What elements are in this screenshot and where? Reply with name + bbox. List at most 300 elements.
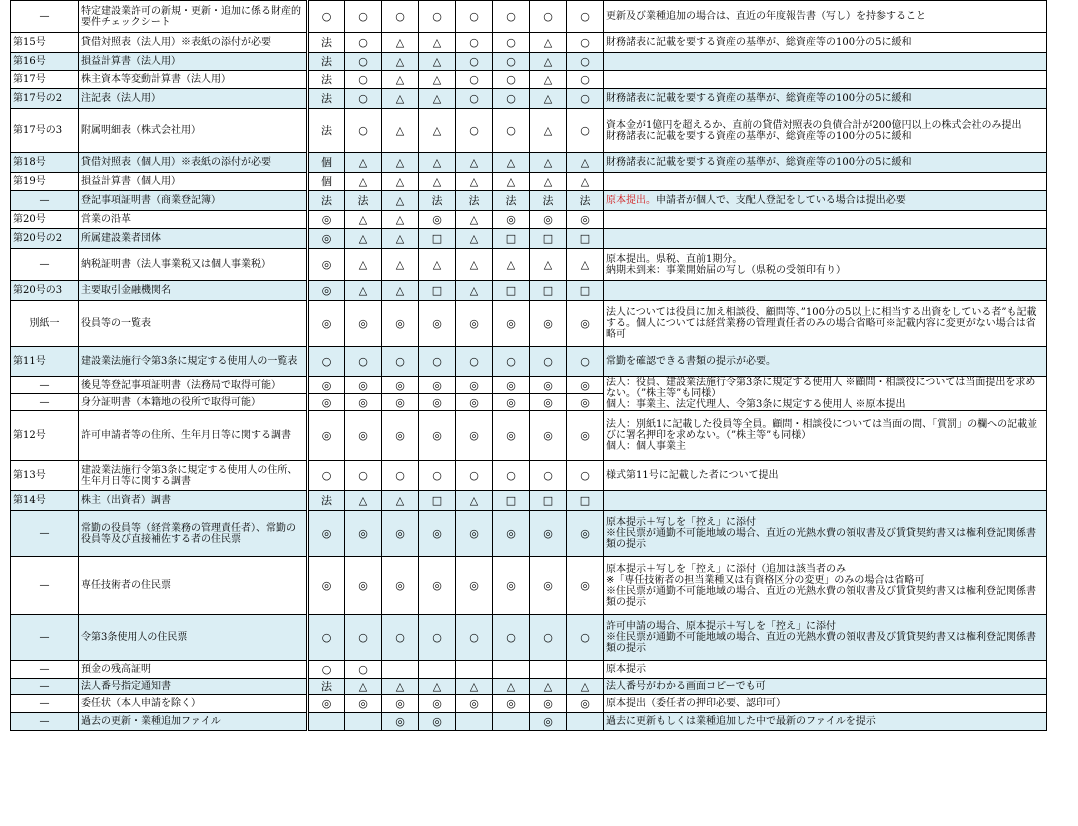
requirement-mark-cell: ○ [567,461,604,491]
requirement-mark-cell: ◎ [493,695,530,713]
requirement-mark-cell: △ [419,71,456,89]
requirement-mark-cell: ◎ [308,695,345,713]
requirement-mark-cell: ◎ [345,511,382,557]
requirement-mark-cell: △ [382,53,419,71]
requirement-mark-cell: ◎ [493,211,530,229]
requirement-mark-cell: △ [382,491,419,511]
requirement-mark-cell [567,661,604,679]
note-text: 申請者が個人で、支配人登記をしている場合は提出必要 [656,195,906,206]
requirement-mark-cell: △ [493,173,530,191]
requirement-mark-cell: ○ [567,109,604,153]
requirement-mark-cell: △ [419,173,456,191]
requirement-mark-cell: △ [530,249,567,281]
requirement-mark-cell: 法 [567,191,604,211]
requirement-mark-cell: ○ [493,615,530,661]
form-number-cell: 第19号 [11,173,79,191]
form-number-cell: 第20号の2 [11,229,79,249]
requirement-mark-cell [456,661,493,679]
requirement-mark-cell: ○ [493,461,530,491]
form-number-cell: 第15号 [11,33,79,53]
requirement-mark-cell: ◎ [345,557,382,615]
requirement-mark-cell: △ [345,229,382,249]
requirement-mark-cell: ○ [567,347,604,377]
requirement-mark-cell: 個 [308,173,345,191]
requirement-mark-cell: ○ [345,661,382,679]
form-number-cell: 第17号の3 [11,109,79,153]
requirement-mark-cell: ○ [456,347,493,377]
requirement-mark-cell: △ [419,89,456,109]
form-number-cell: — [11,1,79,33]
requirement-mark-cell: △ [456,229,493,249]
form-number-cell: 第16号 [11,53,79,71]
requirement-mark-cell: ○ [308,347,345,377]
requirement-mark-cell: ◎ [456,557,493,615]
table-row [11,491,1047,511]
requirement-mark-cell: △ [419,249,456,281]
document-name-cell: 貸借対照表（法人用）※表紙の添付が必要 [79,33,308,53]
requirement-mark-cell: □ [530,491,567,511]
requirement-mark-cell: □ [419,491,456,511]
table-row [11,89,1047,109]
merged-note-cell: 法人：役員、建設業法施行令第3条に規定する使用人 ※顧問・相談役については当面提出を求めない。（”株主等”も同様） 個人：事業主、法定代理人、令第3条に規定する使用人 ※原本提出 [604,377,1047,411]
requirement-mark-cell: □ [419,229,456,249]
requirement-mark-cell: △ [382,173,419,191]
document-name-cell: 特定建設業許可の新規・更新・追加に係る財産的要件チェックシート [79,1,308,33]
document-name-cell: 令第3条使用人の住民票 [79,615,308,661]
requirement-mark-cell: △ [567,679,604,695]
requirement-mark-cell: ○ [456,89,493,109]
table-row [11,249,1047,281]
requirement-mark-cell: ◎ [345,695,382,713]
form-number-cell: 第11号 [11,347,79,377]
requirement-mark-cell: △ [382,679,419,695]
requirement-mark-cell: ◎ [567,411,604,461]
table-row [11,679,1047,695]
requirement-mark-cell: ◎ [382,394,419,411]
form-number-cell: 第20号の3 [11,281,79,301]
table-row [11,1,1047,33]
requirement-mark-cell: △ [530,53,567,71]
form-number-cell: 第18号 [11,153,79,173]
requirement-mark-cell [419,661,456,679]
note-cell: 財務諸表に記載を要する資産の基準が、総資産等の100分の5に緩和 [604,89,1047,109]
requirement-mark-cell: □ [567,491,604,511]
table-row [11,153,1047,173]
requirement-mark-cell: △ [345,679,382,695]
requirement-mark-cell: ◎ [530,511,567,557]
requirement-mark-cell: ○ [567,615,604,661]
note-cell: 原本提示＋写しを「控え」に添付 ※住民票が通勤不可能地域の場合、直近の光熱水費の領収書及び賃貸契約書又は権利登記関係書類の提示 [604,511,1047,557]
requirement-mark-cell [345,713,382,731]
requirement-mark-cell: ◎ [382,301,419,347]
form-number-cell: — [11,695,79,713]
document-name-cell: 過去の更新・業種追加ファイル [79,713,308,731]
requirement-mark-cell: ◎ [456,394,493,411]
note-cell [604,211,1047,229]
requirement-mark-cell: △ [530,33,567,53]
requirement-mark-cell: ◎ [530,695,567,713]
requirement-mark-cell: ◎ [308,557,345,615]
requirement-mark-cell: ◎ [419,211,456,229]
requirement-mark-cell: ◎ [567,511,604,557]
table-row [11,229,1047,249]
requirement-mark-cell: ◎ [567,211,604,229]
requirement-mark-cell: ○ [308,1,345,33]
requirement-mark-cell: □ [530,229,567,249]
requirement-mark-cell [493,661,530,679]
note-cell: 原本提出（委任者の押印必要、認印可） [604,695,1047,713]
requirement-mark-cell: ○ [567,89,604,109]
note-cell: 財務諸表に記載を要する資産の基準が、総資産等の100分の5に緩和 [604,153,1047,173]
requirement-mark-cell: ○ [382,615,419,661]
requirement-mark-cell: 法 [308,679,345,695]
form-number-cell: 第13号 [11,461,79,491]
requirement-mark-cell: △ [419,33,456,53]
requirement-mark-cell: ◎ [530,713,567,731]
requirement-mark-cell: ○ [456,615,493,661]
requirement-mark-cell [456,713,493,731]
form-number-cell: — [11,557,79,615]
document-name-cell: 建設業法施行令第3条に規定する使用人の一覧表 [79,347,308,377]
requirement-mark-cell: 法 [419,191,456,211]
table-row [11,301,1047,347]
requirement-mark-cell: △ [530,109,567,153]
form-number-cell: 第14号 [11,491,79,511]
requirement-mark-cell: ◎ [456,411,493,461]
requirement-mark-cell: □ [567,229,604,249]
document-name-cell: 登記事項証明書（商業登記簿） [79,191,308,211]
requirement-mark-cell: △ [567,173,604,191]
requirement-mark-cell: ◎ [345,301,382,347]
requirement-mark-cell: ○ [382,347,419,377]
requirement-mark-cell [530,661,567,679]
requirement-mark-cell: ○ [345,615,382,661]
note-cell [604,71,1047,89]
requirement-mark-cell: ○ [530,615,567,661]
table-row [11,661,1047,679]
document-name-cell: 許可申請者等の住所、生年月日等に関する調書 [79,411,308,461]
requirement-mark-cell: △ [345,249,382,281]
requirement-mark-cell: △ [382,33,419,53]
requirement-mark-cell: ○ [308,615,345,661]
requirement-mark-cell: △ [382,153,419,173]
document-name-cell: 預金の残高証明 [79,661,308,679]
note-cell [604,173,1047,191]
table-row [11,615,1047,661]
requirement-mark-cell: ○ [419,461,456,491]
note-cell [604,281,1047,301]
requirement-mark-cell: ◎ [382,557,419,615]
requirement-mark-cell: △ [382,89,419,109]
requirement-mark-cell: ○ [493,53,530,71]
requirement-mark-cell: ◎ [567,394,604,411]
requirement-mark-cell: ○ [419,615,456,661]
requirement-mark-cell: ◎ [493,557,530,615]
requirement-mark-cell: ◎ [530,377,567,394]
requirement-mark-cell: △ [567,249,604,281]
requirement-mark-cell: △ [382,109,419,153]
table-row [11,713,1047,731]
note-cell: 資本金が1億円を超えるか、直前の貸借対照表の負債合計が200億円以上の株式会社のみ提出 財務諸表に記載を要する資産の基準が、総資産等の100分の5に緩和 [604,109,1047,153]
form-number-cell: — [11,377,79,394]
requirement-mark-cell: △ [382,191,419,211]
form-number-cell: 第17号の2 [11,89,79,109]
requirement-mark-cell: △ [382,229,419,249]
requirement-mark-cell: ○ [345,89,382,109]
requirement-mark-cell: ○ [382,1,419,33]
requirement-mark-cell: □ [493,281,530,301]
document-name-cell: 身分証明書（本籍地の役所で取得可能） [79,394,308,411]
requirement-mark-cell: ○ [345,347,382,377]
requirement-mark-cell: ◎ [567,557,604,615]
requirement-mark-cell: 法 [308,89,345,109]
requirement-mark-cell: ◎ [419,695,456,713]
table-row [11,211,1047,229]
document-name-cell: 法人番号指定通知書 [79,679,308,695]
form-number-cell: 第17号 [11,71,79,89]
requirement-mark-cell: △ [456,281,493,301]
requirement-mark-cell: ◎ [493,394,530,411]
requirement-mark-cell: 法 [308,491,345,511]
requirement-mark-cell: ◎ [456,695,493,713]
requirement-mark-cell: ◎ [456,377,493,394]
document-name-cell: 営業の沿革 [79,211,308,229]
requirement-mark-cell: ○ [456,109,493,153]
requirement-mark-cell: ◎ [456,301,493,347]
document-name-cell: 損益計算書（個人用） [79,173,308,191]
table-row [11,557,1047,615]
requirement-mark-cell: □ [419,281,456,301]
requirement-mark-cell: ○ [345,71,382,89]
requirement-mark-cell: ◎ [345,411,382,461]
form-number-cell: — [11,511,79,557]
requirement-mark-cell: ○ [493,33,530,53]
requirement-mark-cell: ◎ [345,377,382,394]
note-cell: 法人番号がわかる画面コピーでも可 [604,679,1047,695]
requirement-mark-cell: △ [382,71,419,89]
requirement-mark-cell: ○ [493,347,530,377]
requirement-mark-cell: ○ [345,53,382,71]
note-cell: 法人：別紙1に記載した役員等全員。顧問・相談役については当面の間、「賞罰」の欄への記載並びに署名押印を求めない。（”株主等”も同様） 個人：個人事業主 [604,411,1047,461]
requirement-mark-cell: ○ [456,33,493,53]
requirement-mark-cell: △ [382,211,419,229]
requirement-mark-cell: ○ [345,109,382,153]
requirement-mark-cell: 個 [308,153,345,173]
requirement-mark-cell: ◎ [530,301,567,347]
requirement-mark-cell: △ [530,173,567,191]
requirement-mark-cell: □ [493,229,530,249]
requirement-mark-cell: ◎ [530,211,567,229]
document-name-cell: 主要取引金融機関名 [79,281,308,301]
requirement-mark-cell: ○ [493,71,530,89]
note-cell: 原本提示＋写しを「控え」に添付（追加は該当者のみ ※「専任技術者の担当業種又は有資格区分の変更」のみの場合は省略可 ※住民票が通勤不可能地域の場合、直近の光熱水費の領収書及び賃貸契約書又は権利登記関係書類の提示 [604,557,1047,615]
table-row [11,109,1047,153]
requirement-mark-cell: □ [493,491,530,511]
requirement-mark-cell [493,713,530,731]
document-name-cell: 附属明細表（株式会社用） [79,109,308,153]
requirement-mark-cell: 法 [308,191,345,211]
table-row [11,377,1047,394]
requirement-mark-cell: ○ [567,71,604,89]
requirement-mark-cell: △ [345,153,382,173]
form-number-cell: 別紙一 [11,301,79,347]
document-name-cell: 注記表（法人用） [79,89,308,109]
requirement-mark-cell: ◎ [308,301,345,347]
table-row [11,53,1047,71]
requirement-mark-cell: ◎ [567,377,604,394]
requirement-mark-cell: ◎ [493,377,530,394]
requirement-mark-cell: ○ [493,1,530,33]
requirement-mark-cell: ◎ [419,301,456,347]
form-number-cell: — [11,249,79,281]
requirement-mark-cell: ◎ [419,713,456,731]
table-row [11,33,1047,53]
form-number-cell: 第20号 [11,211,79,229]
table-row [11,71,1047,89]
form-number-cell: — [11,615,79,661]
requirement-mark-cell: ◎ [382,411,419,461]
requirement-mark-cell: △ [530,153,567,173]
requirement-mark-cell [567,713,604,731]
requirement-mark-cell: ○ [382,461,419,491]
note-cell: 財務諸表に記載を要する資産の基準が、総資産等の100分の5に緩和 [604,33,1047,53]
requirement-mark-cell: ◎ [308,249,345,281]
table-row [11,191,1047,211]
requirement-mark-cell [308,713,345,731]
requirement-mark-cell: △ [382,281,419,301]
requirement-mark-cell: ○ [567,53,604,71]
requirement-mark-cell: △ [419,109,456,153]
form-number-cell: — [11,394,79,411]
requirement-mark-cell: ○ [419,1,456,33]
requirement-mark-cell: △ [419,153,456,173]
requirement-mark-cell: ○ [493,109,530,153]
document-name-cell: 貸借対照表（個人用）※表紙の添付が必要 [79,153,308,173]
requirement-mark-cell: ◎ [419,411,456,461]
note-cell [604,491,1047,511]
requirement-mark-cell: 法 [308,33,345,53]
requirement-mark-cell: △ [382,249,419,281]
requirement-mark-cell: △ [456,679,493,695]
requirement-mark-cell: ◎ [530,557,567,615]
requirement-mark-cell: △ [456,153,493,173]
requirement-mark-cell: ◎ [308,411,345,461]
requirement-mark-cell: ○ [530,1,567,33]
requirement-mark-cell: ◎ [382,695,419,713]
requirement-mark-cell: ◎ [530,411,567,461]
requirement-mark-cell: ○ [530,461,567,491]
table-row [11,173,1047,191]
requirement-mark-cell: △ [567,153,604,173]
requirement-mark-cell: ◎ [382,511,419,557]
requirement-mark-cell: ◎ [308,511,345,557]
requirement-mark-cell: ○ [567,1,604,33]
requirement-mark-cell: △ [493,679,530,695]
requirement-mark-cell: △ [345,281,382,301]
requirement-mark-cell: ○ [456,53,493,71]
requirement-mark-cell: 法 [456,191,493,211]
requirement-mark-cell: △ [345,211,382,229]
document-name-cell: 常勤の役員等（経営業務の管理責任者）、常勤の役員等及び直接補佐する者の住民票 [79,511,308,557]
requirement-mark-cell: ◎ [456,511,493,557]
table-row [11,347,1047,377]
note-cell: 原本提示 [604,661,1047,679]
requirement-mark-cell: ◎ [308,229,345,249]
form-number-cell: 第12号 [11,411,79,461]
requirement-mark-cell: ◎ [308,377,345,394]
requirement-mark-cell [382,661,419,679]
document-name-cell: 建設業法施行令第3条に規定する使用人の住所、生年月日等に関する調書 [79,461,308,491]
requirement-mark-cell: ○ [456,1,493,33]
requirement-mark-cell: ◎ [567,695,604,713]
requirement-mark-cell: 法 [308,53,345,71]
requirement-mark-cell: △ [530,679,567,695]
requirement-mark-cell: ◎ [345,394,382,411]
document-name-cell: 専任技術者の住民票 [79,557,308,615]
form-number-cell: — [11,713,79,731]
table-row [11,511,1047,557]
requirement-mark-cell: ○ [308,461,345,491]
requirement-mark-cell: △ [530,89,567,109]
requirement-mark-cell: ○ [567,33,604,53]
requirement-mark-cell: ◎ [308,211,345,229]
note-cell: 更新及び業種追加の場合は、直近の年度報告書（写し）を持参すること [604,1,1047,33]
requirement-mark-cell: ◎ [530,394,567,411]
requirement-mark-cell: ○ [456,71,493,89]
form-number-cell: — [11,191,79,211]
requirement-mark-cell: ◎ [419,557,456,615]
form-number-cell: — [11,661,79,679]
document-name-cell: 所属建設業者団体 [79,229,308,249]
requirement-mark-cell: △ [530,71,567,89]
requirement-mark-cell: ◎ [308,394,345,411]
table-row [11,695,1047,713]
requirement-mark-cell: ◎ [567,301,604,347]
requirement-mark-cell: △ [456,491,493,511]
requirement-mark-cell: ○ [530,347,567,377]
document-checklist-table [10,0,1047,731]
note-cell [604,229,1047,249]
requirement-mark-cell: □ [530,281,567,301]
requirement-mark-cell: △ [419,679,456,695]
requirement-mark-cell: △ [456,211,493,229]
document-name-cell: 役員等の一覧表 [79,301,308,347]
requirement-mark-cell: ○ [345,461,382,491]
requirement-mark-cell: ◎ [493,411,530,461]
requirement-mark-cell: ○ [456,461,493,491]
requirement-mark-cell: △ [493,249,530,281]
requirement-mark-cell: 法 [308,71,345,89]
note-cell: 過去に更新もしくは業種追加した中で最新のファイルを提示 [604,713,1047,731]
note-cell: 常勤を確認できる書類の提示が必要。 [604,347,1047,377]
note-cell: 様式第11号に記載した者について提出 [604,461,1047,491]
note-cell [604,191,1047,211]
emphasis-text: 原本提出。 [606,195,656,206]
requirement-mark-cell: ◎ [419,511,456,557]
document-name-cell: 後見等登記事項証明書（法務局で取得可能） [79,377,308,394]
requirement-mark-cell: 法 [530,191,567,211]
form-number-cell: — [11,679,79,695]
note-cell: 許可申請の場合、原本提示＋写しを「控え」に添付 ※住民票が通勤不可能地域の場合、直近の光熱水費の領収書及び賃貸契約書又は権利登記関係書類の提示 [604,615,1047,661]
table-row [11,411,1047,461]
requirement-mark-cell: △ [456,173,493,191]
requirement-mark-cell: ○ [419,347,456,377]
requirement-mark-cell: △ [419,53,456,71]
document-name-cell: 株主（出資者）調書 [79,491,308,511]
requirement-mark-cell: △ [493,153,530,173]
requirement-mark-cell: ◎ [493,301,530,347]
document-name-cell: 委任状（本人申請を除く） [79,695,308,713]
